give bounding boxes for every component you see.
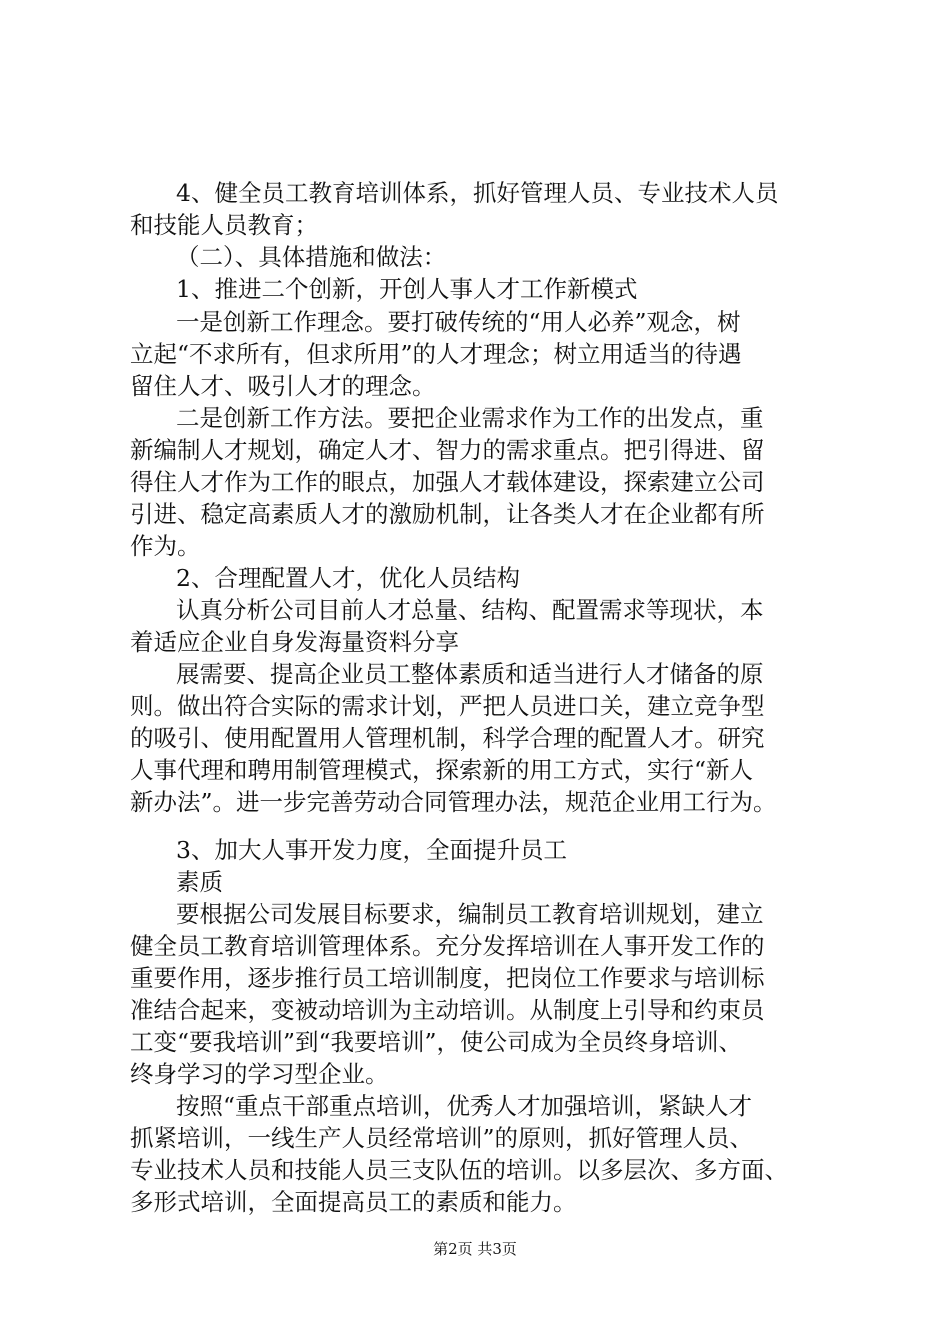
text-line: 新编制人才规划，确定人才、智力的需求重点。把引得进、留	[130, 436, 765, 464]
text-line: 立起“不求所有，但求所用”的人才理念；树立用适当的待遇	[130, 340, 742, 368]
text-line: 3、加大人事开发力度，全面提升员工	[176, 836, 567, 864]
text-line: 健全员工教育培训管理体系。充分发挥培训在人事开发工作的	[130, 932, 765, 960]
text-line: 得住人才作为工作的眼点，加强人才载体建设，探索建立公司	[130, 468, 765, 496]
page-number-footer: 第2页 共3页	[433, 1240, 517, 1258]
text-line: 准结合起来，变被动培训为主动培训。从制度上引导和约束员	[130, 996, 765, 1024]
text-line: （二）、具体措施和做法：	[176, 243, 447, 271]
text-line: 1、推进二个创新，开创人事人才工作新模式	[176, 275, 638, 303]
text-line: 引进、稳定高素质人才的激励机制，让各类人才在企业都有所	[130, 500, 765, 528]
text-line: 4、健全员工教育培训体系，抓好管理人员、专业技术人员	[176, 179, 779, 207]
text-line: 认真分析公司目前人才总量、结构、配置需求等现状，本	[176, 596, 764, 624]
text-line: 的吸引、使用配置用人管理机制，科学合理的配置人才。研究	[130, 724, 765, 752]
text-line: 二是创新工作方法。要把企业需求作为工作的出发点，重	[176, 404, 764, 432]
text-line: 一是创新工作理念。要打破传统的“用人必养”观念，树	[176, 308, 741, 336]
text-line: 工变“要我培训”到“我要培训”，使公司成为全员终身培训、	[130, 1028, 743, 1056]
text-line: 要根据公司发展目标要求，编制员工教育培训规划，建立	[176, 900, 764, 928]
text-line: 2、合理配置人才，优化人员结构	[176, 564, 520, 592]
text-line: 抓紧培训，一线生产人员经常培训”的原则，抓好管理人员、	[130, 1124, 754, 1152]
text-line: 和技能人员教育；	[130, 211, 318, 239]
text-line: 则。做出符合实际的需求计划，严把人员进口关，建立竞争型	[130, 692, 765, 720]
text-line: 重要作用，逐步推行员工培训制度，把岗位工作要求与培训标	[130, 964, 765, 992]
text-line: 终身学习的学习型企业。	[130, 1060, 389, 1088]
text-line: 专业技术人员和技能人员三支队伍的培训。以多层次、多方面、	[130, 1156, 788, 1184]
text-line: 着适应企业自身发海量资料分享	[130, 628, 459, 656]
text-line: 展需要、提高企业员工整体素质和适当进行人才储备的原	[176, 660, 764, 688]
text-line: 素质	[176, 868, 223, 896]
text-line: 人事代理和聘用制管理模式，探索新的用工方式，实行“新人	[130, 756, 754, 784]
text-line: 作为。	[130, 532, 201, 560]
text-line: 多形式培训，全面提高员工的素质和能力。	[130, 1188, 577, 1216]
text-line: 留住人才、吸引人才的理念。	[130, 372, 436, 400]
text-line: 按照“重点干部重点培训，优秀人才加强培训，紧缺人才	[176, 1092, 753, 1120]
text-line: 新办法”。进一步完善劳动合同管理办法，规范企业用工行为。	[130, 788, 777, 816]
